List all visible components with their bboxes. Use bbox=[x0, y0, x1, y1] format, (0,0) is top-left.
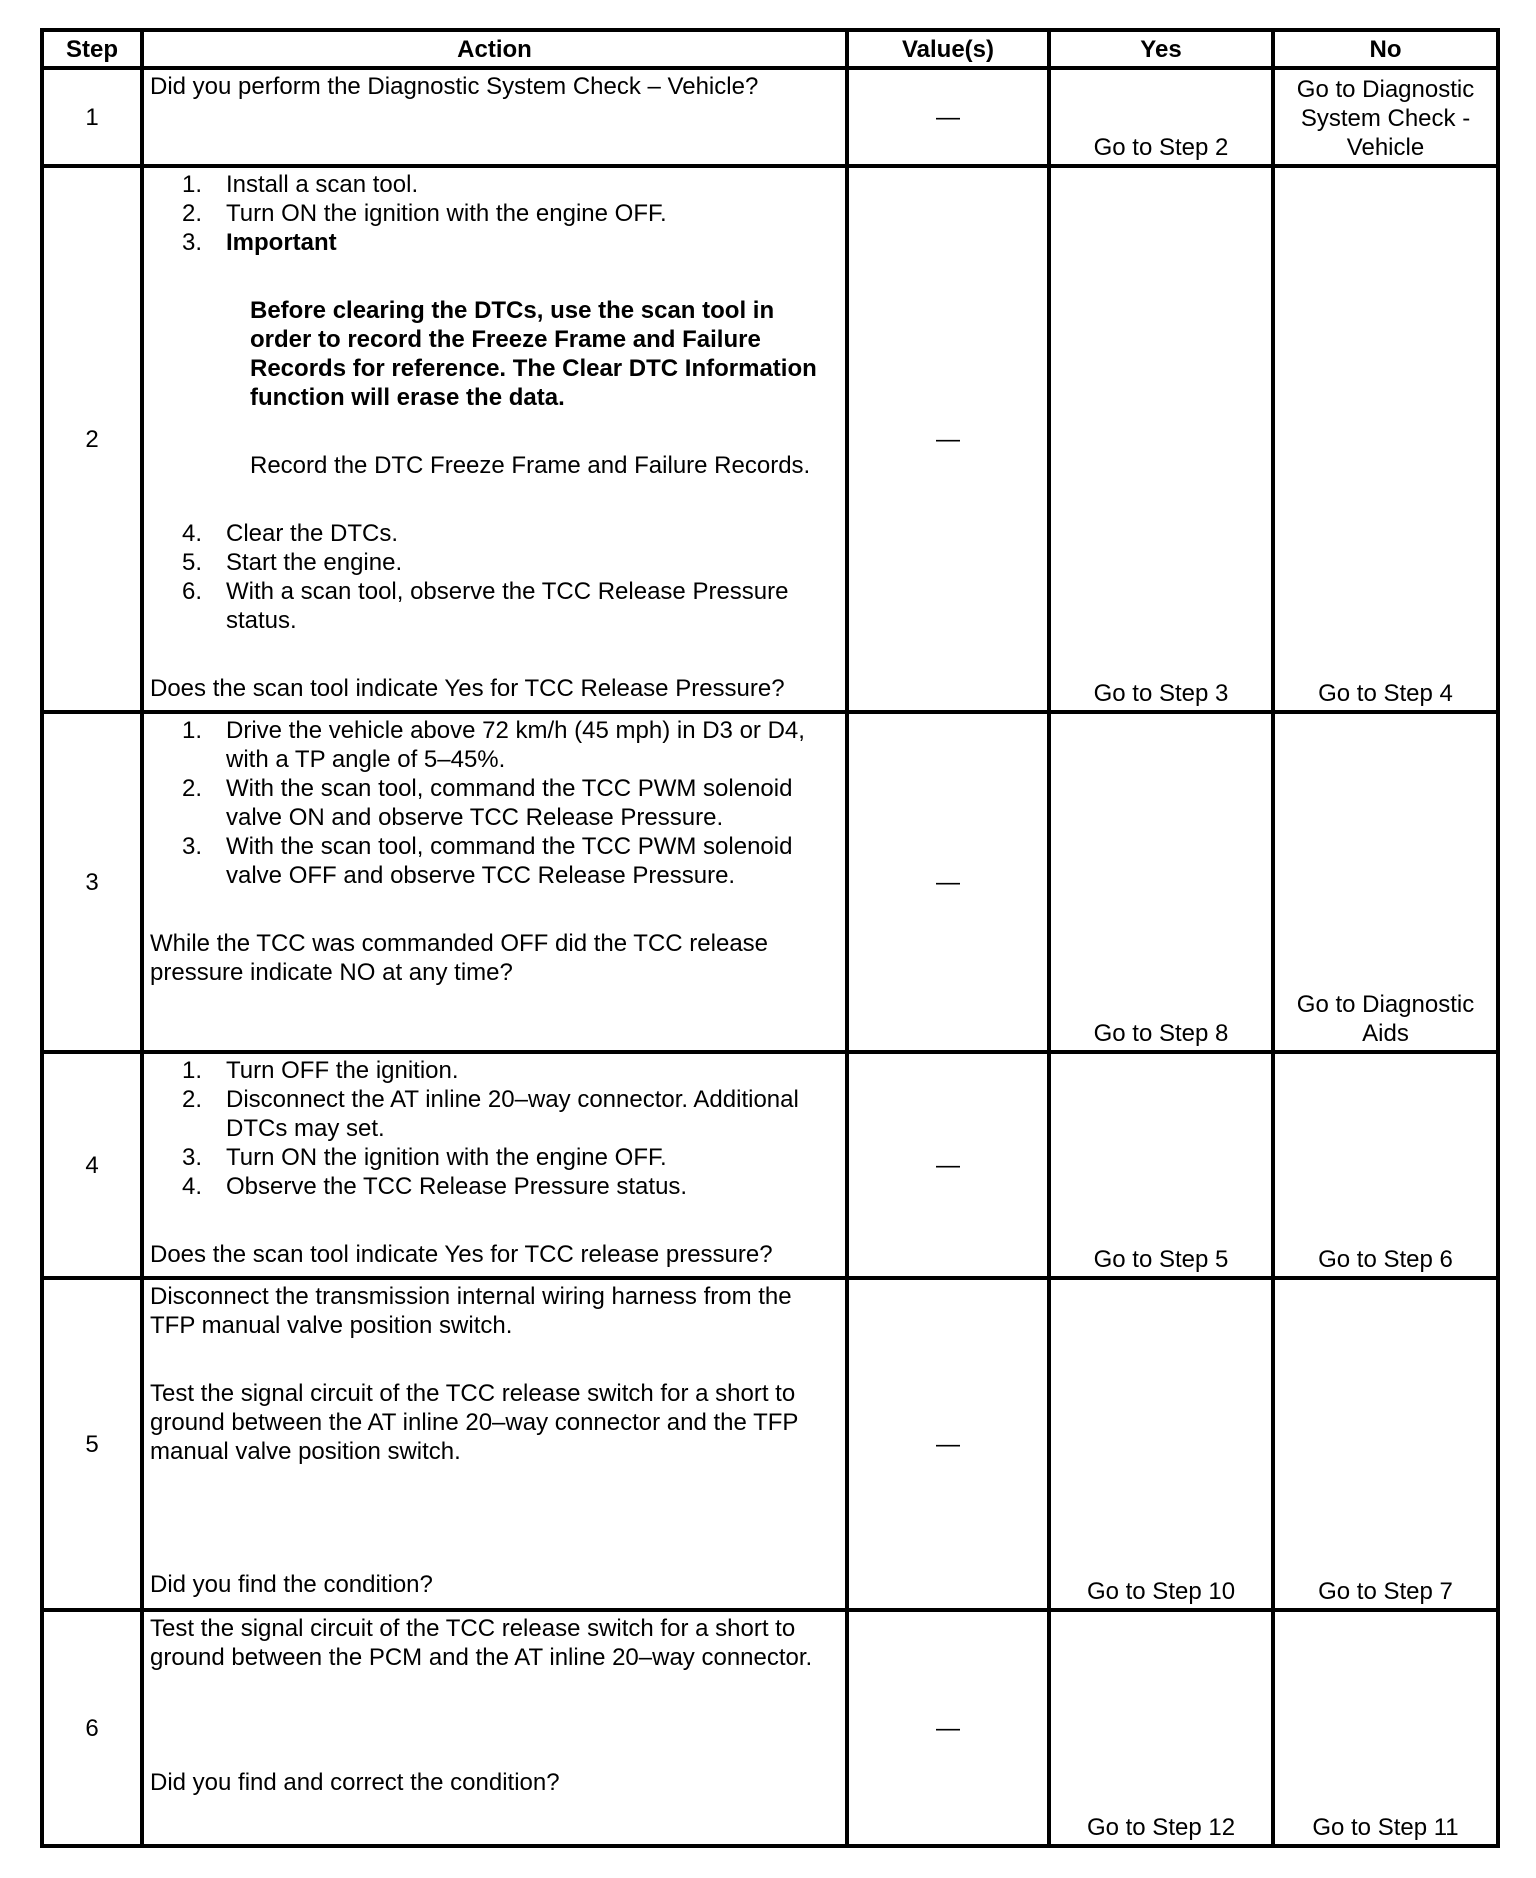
yes-cell bbox=[1049, 1610, 1273, 1846]
action-cell bbox=[142, 166, 847, 712]
table-row bbox=[42, 1052, 1498, 1278]
list-item: 1. Install a scan tool. bbox=[181, 171, 419, 198]
list-item: 2. Turn ON the ignition with the engine OFF. bbox=[181, 200, 667, 227]
no-cell bbox=[1273, 712, 1498, 1052]
step-question: Did you find and correct the condition? bbox=[150, 1769, 560, 1796]
yes-link[interactable]: Go to Step 8 bbox=[1093, 1020, 1229, 1047]
list-item: 5. Start the engine. bbox=[181, 549, 403, 576]
step-question: Does the scan tool indicate Yes for TCC release pressure? bbox=[150, 1241, 773, 1268]
yes-link[interactable]: Go to Step 3 bbox=[1093, 680, 1229, 707]
step-list bbox=[150, 1056, 841, 1201]
step-question: While the TCC was commanded OFF did the TCC release pressure indicate NO at any time? bbox=[150, 930, 769, 986]
list-item: 2. With the scan tool, command the TCC PWM solenoid valve ON and observe TCC Release Pressure. bbox=[181, 775, 793, 831]
yes-link[interactable]: Go to Step 2 bbox=[1093, 134, 1229, 161]
action-cell bbox=[142, 712, 847, 1052]
table-row bbox=[42, 166, 1498, 712]
list-item: 1. Drive the vehicle above 72 km/h (45 mph) in D3 or D4, with a TP angle of 5–45%. bbox=[181, 717, 805, 773]
step-list bbox=[150, 170, 841, 257]
action-cell bbox=[142, 1610, 847, 1846]
header-action: Action bbox=[142, 30, 847, 68]
value-cell: — bbox=[847, 1052, 1049, 1278]
action-cell bbox=[142, 1052, 847, 1278]
header-no: No bbox=[1273, 30, 1498, 68]
value-cell: — bbox=[847, 1610, 1049, 1846]
no-cell bbox=[1273, 1052, 1498, 1278]
table-row bbox=[42, 712, 1498, 1052]
header-values: Value(s) bbox=[847, 30, 1049, 68]
step-list bbox=[150, 716, 841, 890]
list-item: 3. Important bbox=[181, 229, 337, 256]
no-link[interactable]: Go to Diagnostic Aids bbox=[1296, 991, 1475, 1047]
no-cell bbox=[1273, 1610, 1498, 1846]
no-link[interactable]: Go to Step 11 bbox=[1312, 1814, 1459, 1841]
step-list bbox=[150, 519, 841, 635]
value-cell: — bbox=[847, 166, 1049, 712]
no-link[interactable]: Go to Diagnostic System Check - Vehicle bbox=[1296, 76, 1475, 161]
header-step: Step bbox=[42, 30, 142, 68]
no-cell bbox=[1273, 166, 1498, 712]
yes-cell bbox=[1049, 1052, 1273, 1278]
yes-link[interactable]: Go to Step 10 bbox=[1086, 1578, 1236, 1605]
important-notice: Before clearing the DTCs, use the scan tool in order to record the Freeze Frame and Failure Records for reference. The Clear DTC Information function will erase the data. bbox=[250, 297, 817, 411]
step-number: 6 bbox=[42, 1610, 142, 1846]
yes-cell bbox=[1049, 68, 1273, 166]
list-item: 6. With a scan tool, observe the TCC Release Pressure status. bbox=[181, 578, 789, 634]
no-cell bbox=[1273, 68, 1498, 166]
value-cell: — bbox=[847, 1278, 1049, 1610]
step-number: 3 bbox=[42, 712, 142, 1052]
header-row bbox=[42, 30, 1498, 68]
action-paragraph: Test the signal circuit of the TCC release switch for a short to ground between the AT inline 20–way connector and the TFP manual valve position switch. bbox=[150, 1380, 798, 1465]
table-row bbox=[42, 68, 1498, 166]
list-item: 4. Observe the TCC Release Pressure status. bbox=[181, 1173, 688, 1200]
record-instruction: Record the DTC Freeze Frame and Failure Records. bbox=[250, 452, 811, 479]
step-number: 2 bbox=[42, 166, 142, 712]
step-question: Did you perform the Diagnostic System Check – Vehicle? bbox=[150, 73, 759, 100]
no-cell bbox=[1273, 1278, 1498, 1610]
step-number: 4 bbox=[42, 1052, 142, 1278]
step-question: Did you find the condition? bbox=[150, 1571, 433, 1598]
value-cell: — bbox=[847, 68, 1049, 166]
yes-cell bbox=[1049, 1278, 1273, 1610]
no-link[interactable]: Go to Step 6 bbox=[1318, 1246, 1453, 1273]
list-item: 3. With the scan tool, command the TCC PWM solenoid valve OFF and observe TCC Release Pressure. bbox=[181, 833, 793, 889]
action-paragraph: Test the signal circuit of the TCC release switch for a short to ground between the PCM and the AT inline 20–way connector. bbox=[150, 1615, 813, 1671]
list-item: 1. Turn OFF the ignition. bbox=[181, 1057, 459, 1084]
action-paragraph: Disconnect the transmission internal wiring harness from the TFP manual valve position switch. bbox=[150, 1283, 792, 1339]
step-number: 1 bbox=[42, 68, 142, 166]
no-link[interactable]: Go to Step 7 bbox=[1318, 1578, 1453, 1605]
header-yes: Yes bbox=[1049, 30, 1273, 68]
step-number: 5 bbox=[42, 1278, 142, 1610]
table-row bbox=[42, 1278, 1498, 1610]
action-cell bbox=[142, 1278, 847, 1610]
action-cell bbox=[142, 68, 847, 166]
value-cell: — bbox=[847, 712, 1049, 1052]
diagnostic-table bbox=[40, 28, 1500, 1848]
table-row bbox=[42, 1610, 1498, 1846]
step-question: Does the scan tool indicate Yes for TCC Release Pressure? bbox=[150, 675, 785, 702]
list-item: 4. Clear the DTCs. bbox=[181, 520, 399, 547]
no-link[interactable]: Go to Step 4 bbox=[1318, 680, 1453, 707]
list-item: 3. Turn ON the ignition with the engine OFF. bbox=[181, 1144, 667, 1171]
yes-link[interactable]: Go to Step 12 bbox=[1086, 1814, 1236, 1841]
yes-link[interactable]: Go to Step 5 bbox=[1093, 1246, 1229, 1273]
yes-cell bbox=[1049, 712, 1273, 1052]
yes-cell bbox=[1049, 166, 1273, 712]
list-item: 2. Disconnect the AT inline 20–way connector. Additional DTCs may set. bbox=[181, 1086, 799, 1142]
